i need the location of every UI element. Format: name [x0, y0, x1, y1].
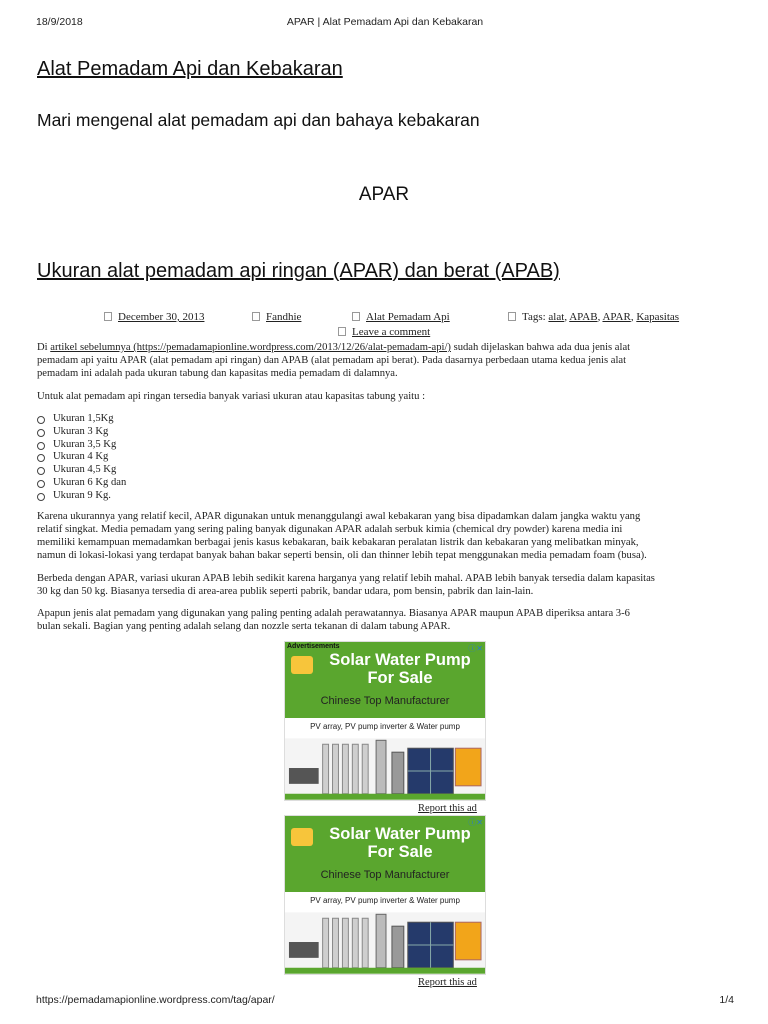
ad-headline: Solar Water Pump For Sale — [329, 651, 471, 687]
list-item: Ukuran 9 Kg. — [37, 490, 126, 503]
p5-line: bulan sekali. Bagian yang penting adalah selang dan nozzle serta tekanan di dalam tabung APAR. — [37, 621, 451, 632]
ad-label: Advertisements — [287, 643, 340, 650]
post-comment-meta — [338, 326, 430, 338]
p1-text: Di — [37, 342, 51, 353]
post-paragraph-1 — [37, 341, 737, 380]
p3-line: relatif singkat. Media pemadam yang sering paling banyak digunakan APAR adalah serbuk kimia (chemical dry powder) karena media ini — [37, 524, 623, 535]
tag-link[interactable]: APAB — [569, 311, 598, 323]
brand-logo-icon — [291, 656, 313, 674]
post-author-link[interactable]: Fandhie — [266, 311, 302, 323]
post-paragraph-2: Untuk alat pemadam api ringan tersedia banyak variasi ukuran atau kapasitas tabung yaitu : — [37, 391, 426, 402]
tag-link[interactable]: APAR — [602, 311, 631, 323]
ad-products-image — [285, 912, 485, 974]
ad-close-icon[interactable]: ⓘ✕ — [468, 644, 483, 653]
brand-logo-icon — [291, 828, 313, 846]
ad-subheadline: Chinese Top Manufacturer — [320, 869, 450, 881]
site-title-link[interactable]: Alat Pemadam Api dan Kebakaran — [37, 58, 343, 80]
user-icon — [252, 312, 260, 321]
print-date: 18/9/2018 — [36, 16, 83, 28]
archive-title: APAR — [358, 184, 410, 205]
print-url: https://pemadamapionline.wordpress.com/tag/apar/ — [36, 994, 275, 1006]
list-item: Ukuran 3 Kg — [37, 426, 126, 439]
post-date-link[interactable]: December 30, 2013 — [118, 311, 205, 323]
p1-text: sudah dijelaskan bahwa ada dua jenis alat — [450, 342, 631, 353]
p1-text: pemadam ini adalah pada ukuran tabung dan kapasitas media pemadam di dalamnya. — [37, 368, 398, 379]
ad-close-icon[interactable]: ⓘ✕ — [468, 818, 483, 827]
print-header — [36, 16, 734, 30]
advertisement[interactable] — [284, 641, 486, 801]
page-number: 1/4 — [719, 994, 734, 1006]
post-paragraph-3 — [37, 510, 737, 562]
list-item: Ukuran 1,5Kg — [37, 413, 126, 426]
post-paragraph-4 — [37, 572, 737, 598]
tag-link[interactable]: Kapasitas — [636, 311, 680, 323]
p3-line: Karena ukurannya yang relatif kecil, APAR digunakan untuk menanggulangi awal kebakaran yang bisa dipadamkan dalam jangka waktu yang — [37, 511, 641, 522]
post-category-meta — [352, 311, 450, 323]
list-item: Ukuran 4,5 Kg — [37, 464, 126, 477]
calendar-icon — [104, 312, 112, 321]
site-description: Mari mengenal alat pemadam api dan bahaya kebakaran — [37, 110, 480, 130]
ad-subheadline: Chinese Top Manufacturer — [320, 695, 450, 707]
ad-product-line: PV array, PV pump inverter & Water pump — [310, 722, 460, 731]
post-tags-meta: Tags: alat, APAB, APAR, Kapasitas — [508, 311, 679, 323]
post-category-link[interactable]: Alat Pemadam Api — [366, 311, 450, 323]
ad-products-image — [285, 738, 485, 800]
ad-headline: Solar Water Pump For Sale — [329, 825, 471, 861]
p5-line: Apapun jenis alat pemadam yang digunakan yang paling penting adalah perawatannya. Biasanya APAR maupun APAB diperiksa antara 3-6 — [37, 608, 630, 619]
advertisement[interactable] — [284, 815, 486, 975]
list-item: Ukuran 3,5 Kg — [37, 439, 126, 452]
post-paragraph-5 — [37, 607, 737, 633]
list-item: Ukuran 4 Kg — [37, 451, 126, 464]
p3-line: namun di lokasi-lokasi yang terdapat banyak bahan bakar seperti bensin, oli dan thinner lebih tepat menggunakan media pemadam foam (busa). — [37, 550, 647, 561]
print-title: APAR | Alat Pemadam Api dan Kebakaran — [286, 16, 484, 28]
comment-icon — [338, 327, 346, 336]
p3-line: memiliki kemampuan memadamkan berbagai jenis kasus kebakaran, baik kebakaran peralatan listrik dan kebakaran yang melibatkan minyak, — [37, 537, 639, 548]
p4-line: Berbeda dengan APAR, variasi ukuran APAB lebih sedikit karena harganya yang relatif lebih mahal. APAB lebih banyak tersedia dalam kapasitas — [37, 573, 655, 584]
post-author-meta — [252, 311, 301, 323]
p4-line: 30 kg dan 50 kg. Biasanya tersedia di area-area publik seperti pabrik, bandar udara, pom bensin, pabrik dan lain-lain. — [37, 586, 534, 597]
post-title-link[interactable]: Ukuran alat pemadam api ringan (APAR) dan berat (APAB) — [37, 260, 560, 282]
ad-product-line: PV array, PV pump inverter & Water pump — [310, 896, 460, 905]
report-ad-link[interactable]: Report this ad — [418, 977, 477, 988]
tag-link[interactable]: alat — [548, 311, 565, 323]
leave-comment-link[interactable]: Leave a comment — [352, 326, 431, 338]
size-list — [37, 413, 126, 503]
folder-icon — [352, 312, 360, 321]
previous-article-link[interactable]: artikel sebelumnya (https://pemadamapionline.wordpress.com/2013/12/26/alat-pemadam-api/) — [50, 342, 451, 353]
tags-label: Tags: — [522, 311, 546, 323]
tag-icon — [508, 312, 516, 321]
p1-text: pemadam api yaitu APAR (alat pemadam api ringan) dan APAB (alat pemadam api berat). Pada dasarnya perbedaan utama kedua jenis alat — [37, 355, 627, 366]
report-ad-link[interactable]: Report this ad — [418, 803, 477, 814]
post-date-meta — [104, 311, 204, 323]
list-item: Ukuran 6 Kg dan — [37, 477, 126, 490]
print-footer — [36, 994, 734, 1008]
